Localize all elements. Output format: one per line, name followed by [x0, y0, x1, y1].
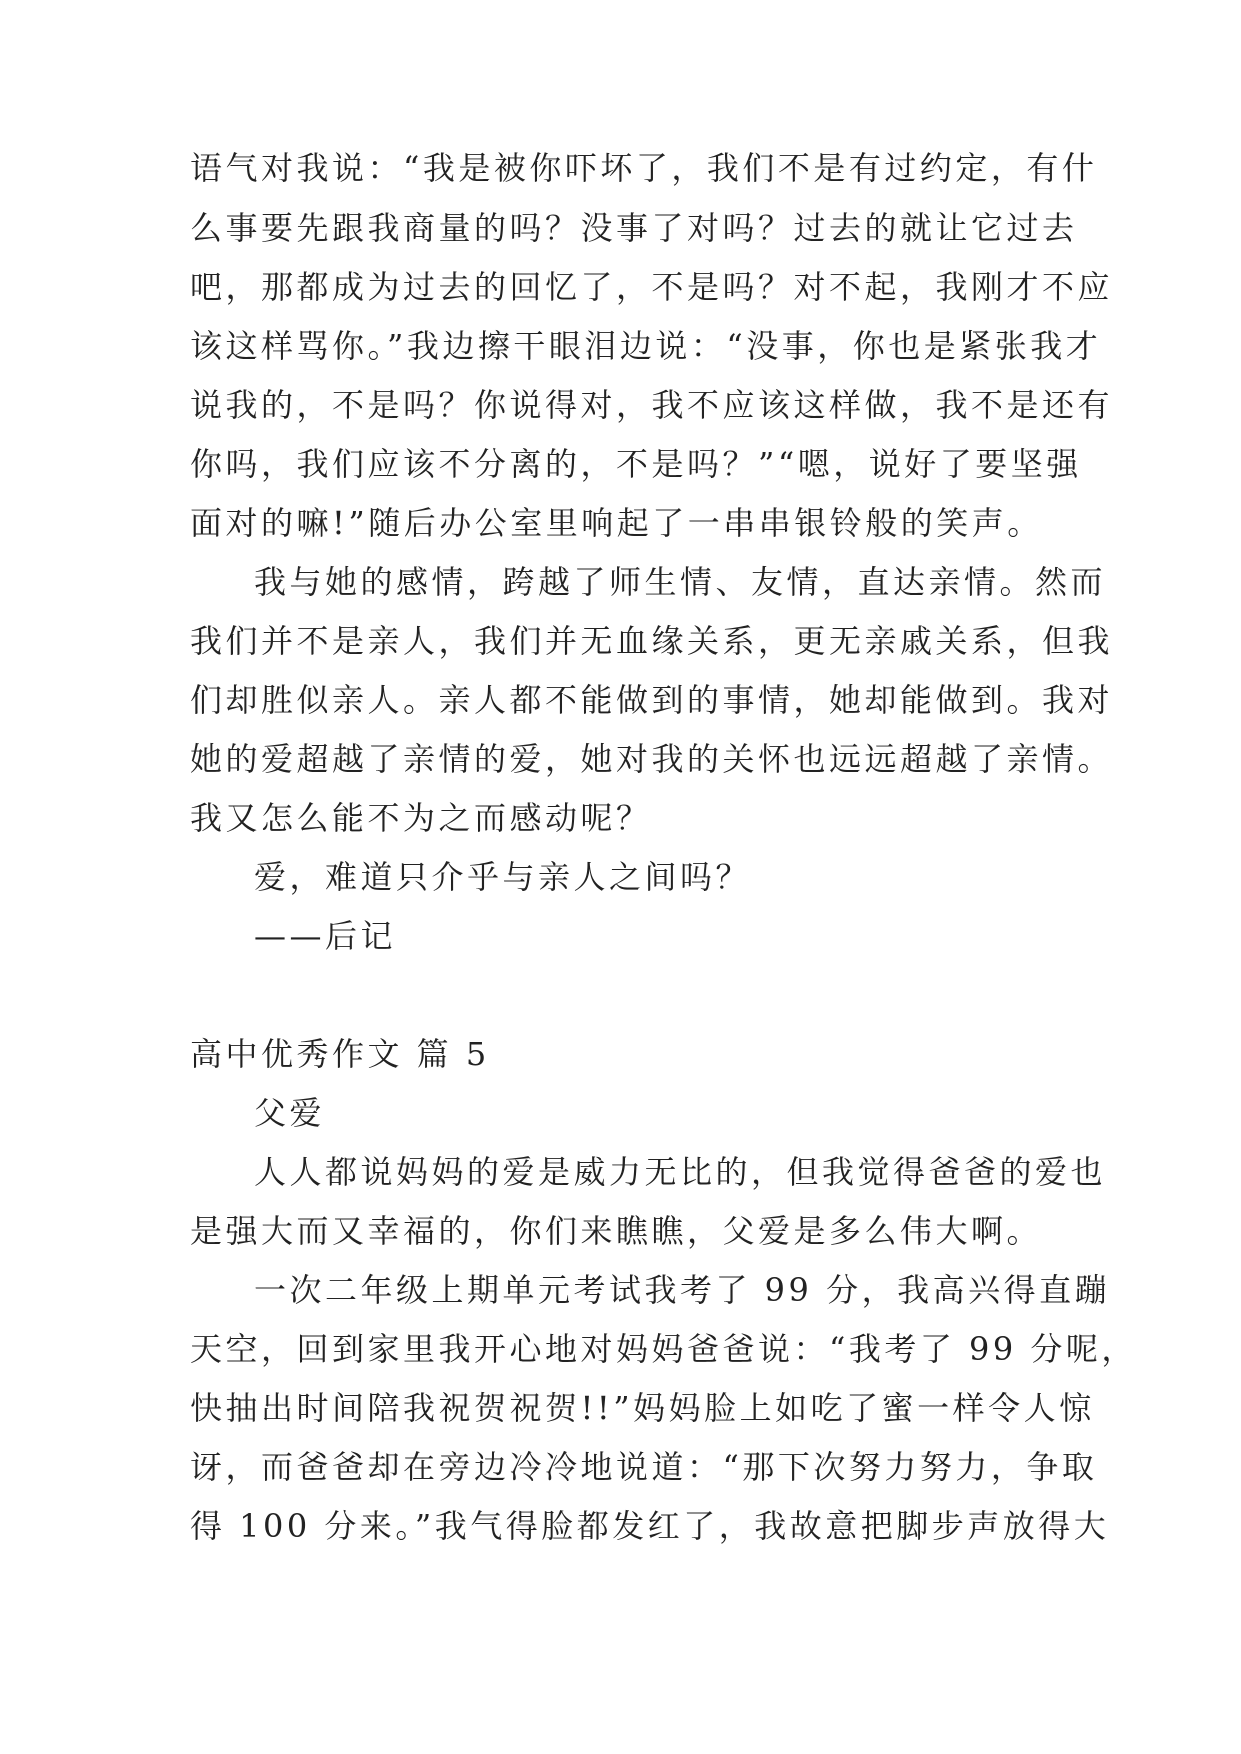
text-line: 说我的，不是吗？你说得对，我不应该这样做，我不是还有	[190, 386, 1114, 424]
text-line: 该这样骂你。”我边擦干眼泪边说：“没事，你也是紧张我才	[190, 327, 1102, 365]
essay-title: 父爱	[254, 1094, 326, 1132]
text-line: 语气对我说：“我是被你吓坏了，我们不是有过约定，有什	[190, 149, 1098, 187]
text-line: 们却胜似亲人。亲人都不能做到的事情，她却能做到。我对	[190, 681, 1114, 719]
text-line: 我们并不是亲人，我们并无血缘关系，更无亲戚关系，但我	[190, 622, 1114, 660]
text-line: 她的爱超越了亲情的爱，她对我的关怀也远远超越了亲情。	[190, 740, 1114, 778]
section-heading: 高中优秀作文 篇 5	[190, 1035, 490, 1073]
text-line: 面对的嘛!”随后办公室里响起了一串串银铃般的笑声。	[190, 504, 1043, 542]
text-line: 快抽出时间陪我祝贺祝贺!!”妈妈脸上如吃了蜜一样令人惊	[190, 1389, 1095, 1427]
text-line: 吧，那都成为过去的回忆了，不是吗？对不起，我刚才不应	[190, 268, 1114, 306]
text-line: 得 100 分来。”我气得脸都发红了，我故意把脚步声放得大	[190, 1507, 1110, 1545]
paragraph-start-line: 一次二年级上期单元考试我考了 99 分，我高兴得直蹦	[254, 1271, 1111, 1309]
text-line: 是强大而又幸福的，你们来瞧瞧，父爱是多么伟大啊。	[190, 1212, 1043, 1250]
text-line: 你吗，我们应该不分离的，不是吗？”“嗯，说好了要坚强	[190, 445, 1082, 483]
paragraph-start-line: 爱，难道只介乎与亲人之间吗？	[254, 858, 752, 896]
text-line: 我又怎么能不为之而感动呢？	[190, 799, 652, 837]
paragraph-start-line: 我与她的感情，跨越了师生情、友情，直达亲情。然而	[254, 563, 1107, 601]
text-line: 讶，而爸爸却在旁边冷冷地说道：“那下次努力努力，争取	[190, 1448, 1098, 1486]
paragraph-start-line: 人人都说妈妈的爱是威力无比的，但我觉得爸爸的爱也	[254, 1153, 1107, 1191]
afterword-signature: ——后记	[254, 917, 397, 955]
text-line: 天空，回到家里我开心地对妈妈爸爸说：“我考了 99 分呢，	[190, 1330, 1137, 1368]
text-line: 么事要先跟我商量的吗？没事了对吗？过去的就让它过去	[190, 209, 1078, 247]
